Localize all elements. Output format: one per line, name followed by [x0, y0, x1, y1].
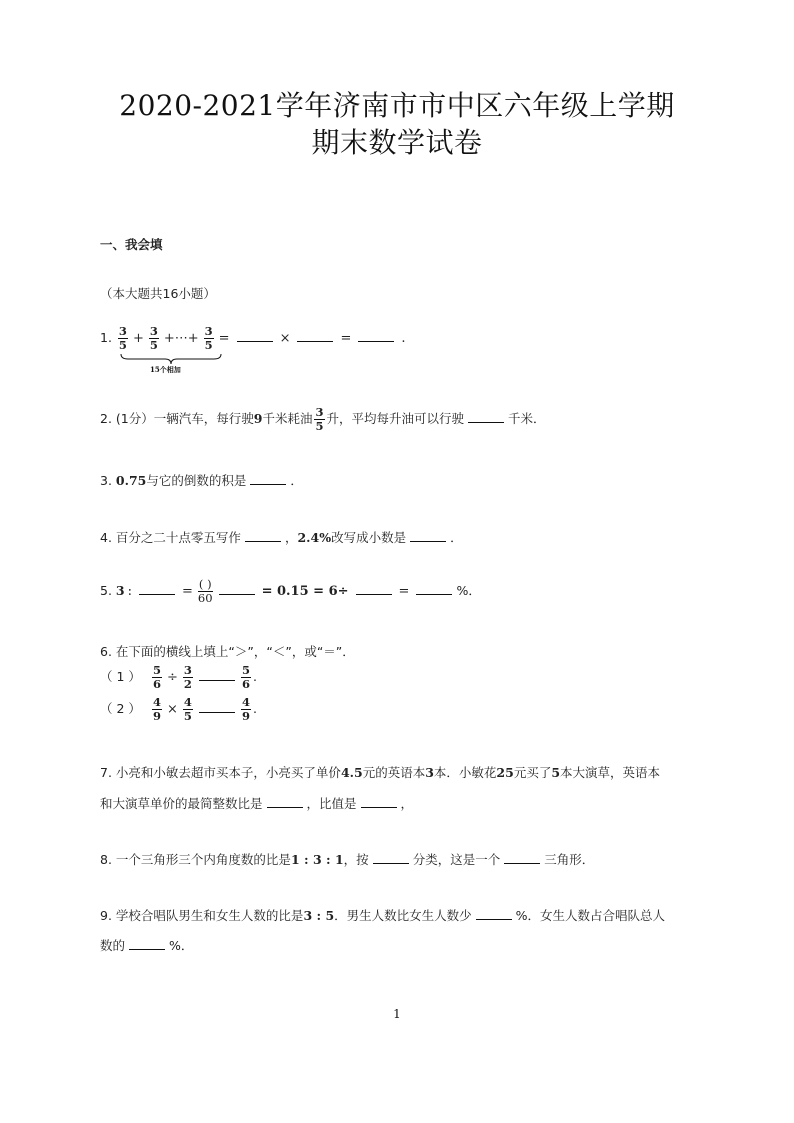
q5-blank-4[interactable] [416, 582, 452, 595]
q2-blank[interactable] [468, 410, 504, 423]
q6-text: 在下面的横线上填上“＞”，“＜”，或“＝”． [115, 644, 355, 659]
q1-period: . [401, 331, 406, 346]
question-7 [100, 763, 660, 781]
q3-label: 3. [100, 473, 112, 488]
q8-text-b: ，按 [343, 852, 369, 867]
q5-blank-1[interactable] [139, 582, 175, 595]
q4-blank-1[interactable] [245, 529, 281, 542]
q4-label: 4. [100, 530, 112, 545]
q1-ellipsis: +⋯+ [163, 331, 199, 346]
q3-number: 0.75 [115, 473, 147, 488]
q9-blank-1[interactable] [476, 907, 512, 920]
q6-row2-blank[interactable] [199, 700, 235, 713]
q9-line2-a: 数的 [100, 938, 126, 953]
q1-fraction-2: $\frac{3}{5}$ [149, 324, 158, 352]
q6-row1-fraction-b: $\frac{3}{2}$ [183, 663, 192, 691]
q7-n2: 3 [425, 765, 434, 780]
q6-row1-fraction-c: $\frac{5}{6}$ [241, 663, 250, 691]
q7-n1: 4.5 [340, 765, 363, 780]
q7-text-a: 小亮和小敏去超市买本子，小亮买了单价 [115, 765, 341, 780]
q1-equals: = [218, 331, 230, 346]
q3-end: ． [290, 473, 303, 488]
q5-fraction: ( ) 60 [197, 577, 213, 605]
q1-times: × [279, 331, 291, 346]
q6-row1-fraction-a: $\frac{5}{6}$ [153, 663, 162, 691]
q5-number-3: 3 [115, 583, 125, 598]
question-4 [100, 528, 463, 546]
q9-blank-2[interactable] [129, 937, 165, 950]
q1-blank-3[interactable] [358, 329, 394, 342]
q7-text-c: 本．小敏花 [433, 765, 497, 780]
q7-blank-1[interactable] [267, 795, 303, 808]
q8-label: 8. [100, 852, 112, 867]
q5-colon: : [127, 584, 133, 599]
q4-number: 2.4% [297, 530, 332, 545]
q1-underbrace [120, 353, 222, 365]
q1-fraction-1: $\frac{3}{5}$ [118, 324, 127, 352]
question-6 [100, 642, 355, 660]
q7-text-d: 元买了 [513, 765, 552, 780]
q5-equals-chain: = 0.15 = 6÷ [261, 584, 349, 599]
section-heading: 一、我会填 [100, 237, 163, 252]
q6-row2-fraction-a: $\frac{4}{9}$ [153, 695, 162, 723]
q7-blank-2[interactable] [361, 795, 397, 808]
q2-label: 2. [100, 411, 112, 426]
q2-text-c: 升，平均每升油可以行驶 [326, 411, 465, 426]
q9-text-c: %．女生人数占合唱队总人 [515, 908, 666, 923]
q7-text-e: 本大演草，英语本 [560, 765, 661, 780]
q4-end: ． [450, 530, 463, 545]
q8-blank-1[interactable] [373, 851, 409, 864]
q7-n4: 5 [551, 765, 561, 780]
q1-brace-label: 15个相加 [150, 365, 181, 374]
q6-row-1 [100, 664, 257, 691]
q9-text-b: ．男生人数比女生人数少 [334, 908, 472, 923]
q6-row-2 [100, 696, 257, 723]
q9-text-a: 学校合唱队男生和女生人数的比是 [115, 908, 304, 923]
q4-text-b: 改写成小数是 [331, 530, 407, 545]
q4-sep: ， [284, 530, 298, 545]
q7-line2-a: 和大演草单价的最简整数比是 [100, 796, 263, 811]
q6-row2-label: （ 2 ） [100, 701, 141, 716]
q7-n3: 25 [496, 765, 514, 780]
question-5 [100, 578, 481, 605]
q8-blank-2[interactable] [504, 851, 540, 864]
question-7-line-2 [100, 794, 413, 812]
question-2 [100, 406, 546, 433]
q5-blank-2[interactable] [219, 582, 255, 595]
section-note: （本大题共16小题） [100, 286, 216, 301]
q6-row1-divide: ÷ [167, 670, 178, 685]
q3-text: 与它的倒数的积是 [146, 473, 247, 488]
q2-number: 9 [253, 411, 263, 426]
q6-row1-label: （ 1 ） [100, 669, 141, 684]
q6-row2-end: . [252, 701, 257, 716]
q7-label: 7. [100, 765, 112, 780]
q5-percent: %． [456, 583, 481, 598]
q5-blank-3[interactable] [356, 582, 392, 595]
q1-equals-2: = [340, 331, 352, 346]
q1-fraction-3: $\frac{3}{5}$ [204, 324, 213, 352]
question-9-line-2 [100, 936, 193, 954]
q6-row2-fraction-b: $\frac{4}{5}$ [183, 695, 192, 723]
q6-row1-blank[interactable] [199, 668, 235, 681]
q7-line2-c: ， [400, 796, 414, 811]
question-3 [100, 471, 303, 489]
q7-text-b: 元的英语本 [362, 765, 426, 780]
q6-label: 6. [100, 644, 112, 659]
q8-text-c: 分类，这是一个 [412, 852, 501, 867]
q9-ratio: 3 : 5 [303, 908, 335, 923]
q9-label: 9. [100, 908, 112, 923]
question-1 [100, 325, 409, 352]
title-line-2: 期末数学试卷 [311, 126, 483, 159]
q4-blank-2[interactable] [410, 529, 446, 542]
q3-blank[interactable] [250, 472, 286, 485]
q9-line2-b: %． [169, 938, 194, 953]
q2-text-b: 千米耗油 [262, 411, 313, 426]
q2-text-d: 千米． [508, 411, 546, 426]
q6-row2-fraction-c: $\frac{4}{9}$ [241, 695, 250, 723]
question-9 [100, 906, 665, 924]
q5-equals: = [182, 584, 193, 599]
q5-label: 5. [100, 583, 112, 598]
page-number: 1 [393, 1007, 401, 1021]
q1-blank-1[interactable] [237, 329, 273, 342]
q6-row1-end: . [252, 669, 257, 684]
q1-blank-2[interactable] [297, 329, 333, 342]
q1-plus: + [132, 331, 144, 346]
q7-line2-b: ，比值是 [306, 796, 357, 811]
q4-text-a: 百分之二十点零五写作 [115, 530, 241, 545]
q8-ratio: 1 : 3 : 1 [290, 852, 344, 867]
q8-text-d: 三角形． [544, 852, 595, 867]
q8-text-a: 一个三角形三个内角度数的比是 [115, 852, 291, 867]
q1-label: 1. [100, 330, 112, 345]
question-8 [100, 850, 594, 868]
title-line-1: 2020-2021学年济南市市中区六年级上学期 [119, 89, 675, 122]
q2-text-a: (1分）一辆汽车，每行驶 [115, 411, 254, 426]
q6-row2-times: × [167, 702, 178, 717]
q2-fraction: $\frac{3}{5}$ [315, 405, 324, 433]
q5-equals-3: = [398, 584, 410, 599]
